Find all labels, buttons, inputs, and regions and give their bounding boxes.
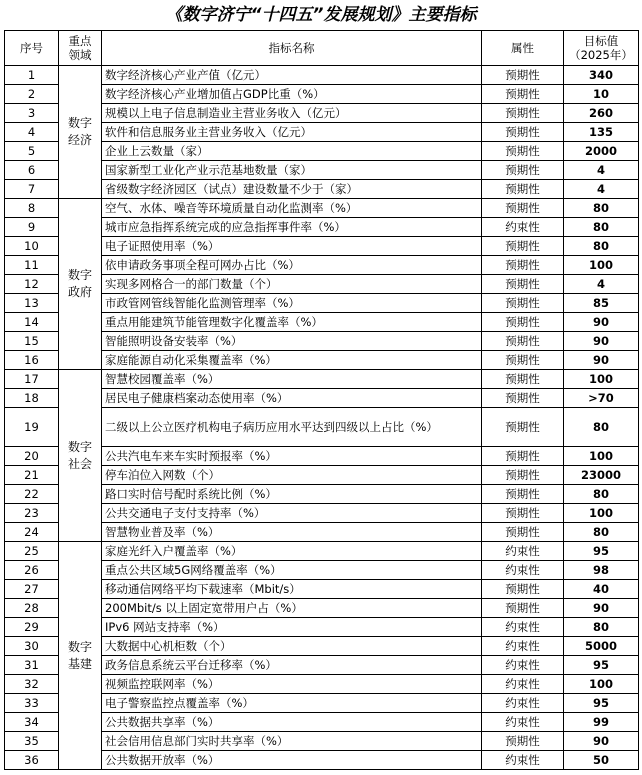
target-value: 4 bbox=[564, 180, 639, 199]
indicator-attribute: 预期性 bbox=[482, 732, 564, 751]
indicator-attribute: 预期性 bbox=[482, 275, 564, 294]
header-no: 序号 bbox=[5, 31, 59, 66]
indicator-name: 数字经济核心产业增加值占GDP比重（%） bbox=[102, 85, 482, 104]
field-cell bbox=[59, 199, 102, 370]
row-number: 6 bbox=[5, 161, 59, 180]
field-label: 数字社会 bbox=[67, 439, 92, 471]
header-field-label: 重点领域 bbox=[68, 34, 92, 62]
indicator-name: 公共交通电子支付支持率（%） bbox=[102, 504, 482, 523]
target-value: 100 bbox=[564, 675, 639, 694]
target-value: 90 bbox=[564, 332, 639, 351]
header-attr: 属性 bbox=[482, 31, 564, 66]
field-cell bbox=[59, 542, 102, 770]
row-number: 22 bbox=[5, 485, 59, 504]
row-number: 27 bbox=[5, 580, 59, 599]
indicator-attribute: 预期性 bbox=[482, 370, 564, 389]
target-value: 4 bbox=[564, 275, 639, 294]
row-number: 28 bbox=[5, 599, 59, 618]
target-value: 260 bbox=[564, 104, 639, 123]
row-number: 2 bbox=[5, 85, 59, 104]
table-row bbox=[5, 66, 639, 85]
row-number: 30 bbox=[5, 637, 59, 656]
indicator-attribute: 预期性 bbox=[482, 599, 564, 618]
indicator-attribute: 预期性 bbox=[482, 389, 564, 408]
indicator-attribute: 预期性 bbox=[482, 447, 564, 466]
indicator-name: 实现多网格合一的部门数量（个） bbox=[102, 275, 482, 294]
target-value: 80 bbox=[564, 618, 639, 637]
indicator-name: 依申请政务事项全程可网办占比（%） bbox=[102, 256, 482, 275]
indicator-name: 智能照明设备安装率（%） bbox=[102, 332, 482, 351]
indicator-name: 智慧校园覆盖率（%） bbox=[102, 370, 482, 389]
row-number: 1 bbox=[5, 66, 59, 85]
target-value: 90 bbox=[564, 313, 639, 332]
field-label: 数字经济 bbox=[67, 116, 92, 147]
row-number: 19 bbox=[5, 408, 59, 447]
indicator-attribute: 预期性 bbox=[482, 237, 564, 256]
target-value: 50 bbox=[564, 751, 639, 770]
target-value: 95 bbox=[564, 542, 639, 561]
indicator-attribute: 预期性 bbox=[482, 161, 564, 180]
target-value: 95 bbox=[564, 694, 639, 713]
indicator-name: 电子证照使用率（%） bbox=[102, 237, 482, 256]
target-value: 90 bbox=[564, 599, 639, 618]
indicator-attribute: 预期性 bbox=[482, 256, 564, 275]
indicator-attribute: 预期性 bbox=[482, 408, 564, 447]
indicator-name: 公共汽电车来车实时预报率（%） bbox=[102, 447, 482, 466]
row-number: 20 bbox=[5, 447, 59, 466]
indicator-attribute: 预期性 bbox=[482, 142, 564, 161]
indicator-name: 数字经济核心产业产值（亿元） bbox=[102, 66, 482, 85]
indicator-name: 居民电子健康档案动态使用率（%） bbox=[102, 389, 482, 408]
target-value: 100 bbox=[564, 447, 639, 466]
indicator-name: 公共数据开放率（%） bbox=[102, 751, 482, 770]
field-cell bbox=[59, 66, 102, 199]
indicator-attribute: 预期性 bbox=[482, 180, 564, 199]
indicator-name: 重点用能建筑节能管理数字化覆盖率（%） bbox=[102, 313, 482, 332]
indicator-name: 200Mbit/s 以上固定宽带用户占（%） bbox=[102, 599, 482, 618]
indicator-name: 企业上云数量（家） bbox=[102, 142, 482, 161]
row-number: 29 bbox=[5, 618, 59, 637]
indicator-attribute: 约束性 bbox=[482, 637, 564, 656]
indicator-attribute: 预期性 bbox=[482, 332, 564, 351]
indicator-name: 国家新型工业化产业示范基地数量（家） bbox=[102, 161, 482, 180]
indicator-name: 停车泊位入网数（个） bbox=[102, 466, 482, 485]
indicator-attribute: 约束性 bbox=[482, 694, 564, 713]
indicator-attribute: 预期性 bbox=[482, 199, 564, 218]
row-number: 12 bbox=[5, 275, 59, 294]
field-cell bbox=[59, 370, 102, 542]
indicator-attribute: 约束性 bbox=[482, 618, 564, 637]
indicator-attribute: 约束性 bbox=[482, 561, 564, 580]
row-number: 32 bbox=[5, 675, 59, 694]
indicator-attribute: 约束性 bbox=[482, 656, 564, 675]
indicator-name: 智慧物业普及率（%） bbox=[102, 523, 482, 542]
indicator-attribute: 预期性 bbox=[482, 504, 564, 523]
indicator-name: 家庭光纤入户覆盖率（%） bbox=[102, 542, 482, 561]
indicator-name: 省级数字经济园区（试点）建设数量不少于（家） bbox=[102, 180, 482, 199]
row-number: 4 bbox=[5, 123, 59, 142]
table-header-row bbox=[5, 31, 639, 66]
row-number: 36 bbox=[5, 751, 59, 770]
indicator-name: 重点公共区域5G网络覆盖率（%） bbox=[102, 561, 482, 580]
indicator-name: 公共数据共享率（%） bbox=[102, 713, 482, 732]
row-number: 14 bbox=[5, 313, 59, 332]
target-value: 40 bbox=[564, 580, 639, 599]
target-value: 85 bbox=[564, 294, 639, 313]
target-value: 23000 bbox=[564, 466, 639, 485]
indicator-name: 移动通信网络平均下载速率（Mbit/s） bbox=[102, 580, 482, 599]
row-number: 10 bbox=[5, 237, 59, 256]
table-row bbox=[5, 542, 639, 561]
indicator-name: 二级以上公立医疗机构电子病历应用水平达到四级以上占比（%） bbox=[102, 408, 482, 447]
target-value: 100 bbox=[564, 370, 639, 389]
target-value: 90 bbox=[564, 351, 639, 370]
indicator-attribute: 约束性 bbox=[482, 713, 564, 732]
table-row bbox=[5, 370, 639, 389]
indicator-attribute: 约束性 bbox=[482, 218, 564, 237]
target-value: 340 bbox=[564, 66, 639, 85]
indicator-attribute: 预期性 bbox=[482, 351, 564, 370]
page-title: 《数字济宁“十四五”发展规划》主要指标 bbox=[165, 5, 477, 25]
indicator-name: 家庭能源自动化采集覆盖率（%） bbox=[102, 351, 482, 370]
row-number: 35 bbox=[5, 732, 59, 751]
indicator-attribute: 预期性 bbox=[482, 66, 564, 85]
indicator-name: 社会信用信息部门实时共享率（%） bbox=[102, 732, 482, 751]
row-number: 11 bbox=[5, 256, 59, 275]
target-value: 99 bbox=[564, 713, 639, 732]
target-value: 95 bbox=[564, 656, 639, 675]
target-value: 100 bbox=[564, 256, 639, 275]
indicator-attribute: 预期性 bbox=[482, 123, 564, 142]
target-value: 100 bbox=[564, 504, 639, 523]
indicator-name: 大数据中心机柜数（个） bbox=[102, 637, 482, 656]
indicator-attribute: 预期性 bbox=[482, 294, 564, 313]
row-number: 33 bbox=[5, 694, 59, 713]
row-number: 15 bbox=[5, 332, 59, 351]
row-number: 9 bbox=[5, 218, 59, 237]
header-field bbox=[59, 31, 102, 66]
row-number: 5 bbox=[5, 142, 59, 161]
row-number: 17 bbox=[5, 370, 59, 389]
indicator-table bbox=[4, 30, 639, 770]
header-target bbox=[564, 31, 639, 66]
indicator-name: 视频监控联网率（%） bbox=[102, 675, 482, 694]
indicator-name: IPv6 网站支持率（%） bbox=[102, 618, 482, 637]
indicator-attribute: 预期性 bbox=[482, 466, 564, 485]
target-value: 5000 bbox=[564, 637, 639, 656]
field-label: 数字基建 bbox=[67, 639, 92, 671]
target-value: >70 bbox=[564, 389, 639, 408]
target-value: 80 bbox=[564, 237, 639, 256]
row-number: 26 bbox=[5, 561, 59, 580]
indicator-name: 市政管网管线智能化监测管理率（%） bbox=[102, 294, 482, 313]
target-value: 80 bbox=[564, 485, 639, 504]
indicator-name: 政务信息系统云平台迁移率（%） bbox=[102, 656, 482, 675]
target-value: 80 bbox=[564, 408, 639, 447]
indicator-name: 软件和信息服务业主营业务收入（亿元） bbox=[102, 123, 482, 142]
target-value: 80 bbox=[564, 523, 639, 542]
indicator-attribute: 预期性 bbox=[482, 523, 564, 542]
target-value: 135 bbox=[564, 123, 639, 142]
indicator-attribute: 预期性 bbox=[482, 580, 564, 599]
indicator-name: 路口实时信号配时系统比例（%） bbox=[102, 485, 482, 504]
indicator-attribute: 约束性 bbox=[482, 675, 564, 694]
row-number: 13 bbox=[5, 294, 59, 313]
target-value: 98 bbox=[564, 561, 639, 580]
target-value: 2000 bbox=[564, 142, 639, 161]
table-row bbox=[5, 199, 639, 218]
indicator-name: 规模以上电子信息制造业主营业务收入（亿元） bbox=[102, 104, 482, 123]
row-number: 25 bbox=[5, 542, 59, 561]
target-value: 10 bbox=[564, 85, 639, 104]
indicator-name: 电子警察监控点覆盖率（%） bbox=[102, 694, 482, 713]
row-number: 18 bbox=[5, 389, 59, 408]
row-number: 31 bbox=[5, 656, 59, 675]
row-number: 23 bbox=[5, 504, 59, 523]
header-name: 指标名称 bbox=[102, 31, 482, 66]
indicator-name: 城市应急指挥系统完成的应急指挥事件率（%） bbox=[102, 218, 482, 237]
indicator-attribute: 约束性 bbox=[482, 542, 564, 561]
indicator-attribute: 预期性 bbox=[482, 85, 564, 104]
target-value: 80 bbox=[564, 199, 639, 218]
field-label: 数字政府 bbox=[67, 268, 92, 299]
row-number: 34 bbox=[5, 713, 59, 732]
indicator-attribute: 约束性 bbox=[482, 751, 564, 770]
indicator-attribute: 预期性 bbox=[482, 313, 564, 332]
indicator-attribute: 预期性 bbox=[482, 485, 564, 504]
indicator-attribute: 预期性 bbox=[482, 104, 564, 123]
target-value: 90 bbox=[564, 732, 639, 751]
row-number: 16 bbox=[5, 351, 59, 370]
row-number: 21 bbox=[5, 466, 59, 485]
header-target-line1: 目标值 bbox=[583, 34, 619, 48]
row-number: 8 bbox=[5, 199, 59, 218]
target-value: 4 bbox=[564, 161, 639, 180]
indicator-name: 空气、水体、噪音等环境质量自动化监测率（%） bbox=[102, 199, 482, 218]
row-number: 7 bbox=[5, 180, 59, 199]
header-target-line2: （2025年） bbox=[569, 48, 633, 62]
row-number: 24 bbox=[5, 523, 59, 542]
row-number: 3 bbox=[5, 104, 59, 123]
target-value: 80 bbox=[564, 218, 639, 237]
